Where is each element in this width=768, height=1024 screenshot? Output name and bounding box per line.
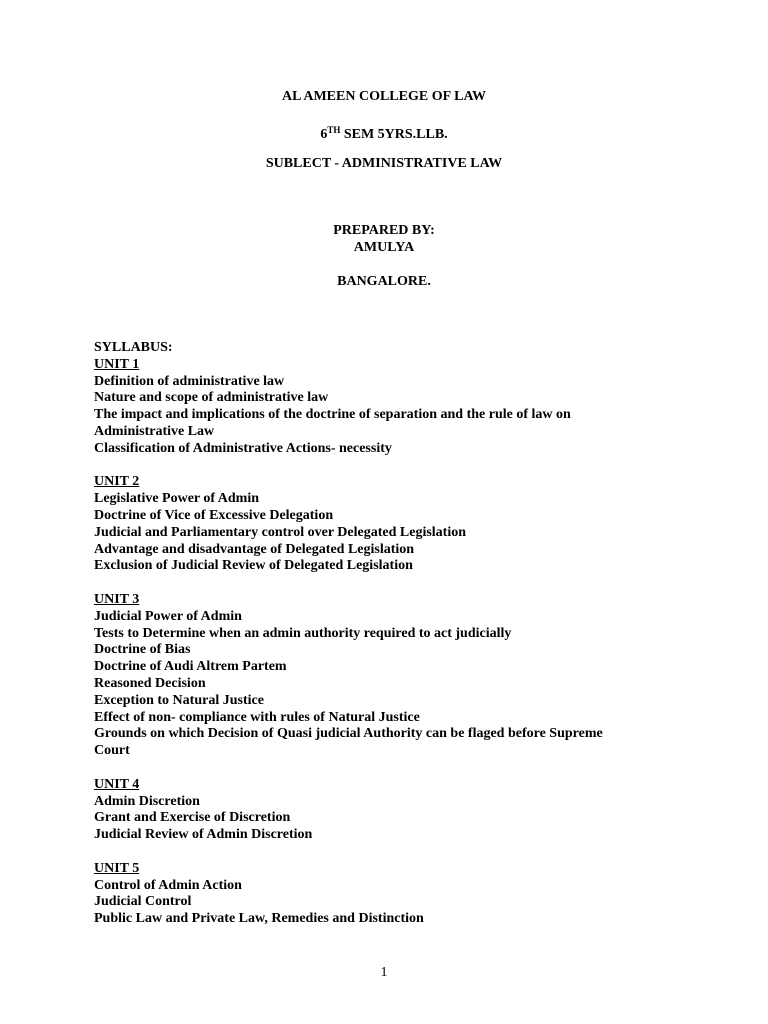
syllabus-topic: Classification of Administrative Actions- necessity	[94, 440, 392, 456]
semester-superscript: TH	[327, 125, 341, 135]
college-title: AL AMEEN COLLEGE OF LAW	[281, 89, 487, 104]
unit-spacer	[94, 844, 694, 861]
unit-heading: UNIT 2	[94, 474, 140, 490]
syllabus-section	[94, 340, 694, 928]
prepared-by-label: PREPARED BY:	[333, 223, 435, 238]
syllabus-topic: Definition of administrative law	[94, 373, 285, 389]
semester-number: 6	[320, 127, 328, 142]
syllabus-topic: Administrative Law	[94, 423, 215, 439]
syllabus-topic: Grant and Exercise of Discretion	[94, 810, 291, 826]
syllabus-topic: Judicial Review of Admin Discretion	[94, 827, 313, 843]
author-name: AMULYA	[353, 240, 415, 255]
syllabus-topic: Public Law and Private Law, Remedies and Distinction	[94, 911, 424, 927]
unit-heading: UNIT 3	[94, 591, 140, 607]
unit-heading: UNIT 5	[94, 860, 140, 876]
syllabus-topic: Judicial and Parliamentary control over Delegated Legislation	[94, 524, 467, 540]
unit-heading: UNIT 4	[94, 776, 140, 792]
unit-spacer	[94, 575, 694, 592]
syllabus-topic: Doctrine of Audi Altrem Partem	[94, 659, 287, 675]
unit-spacer	[94, 458, 694, 475]
unit-block	[94, 861, 694, 928]
syllabus-topic: Effect of non- compliance with rules of Natural Justice	[94, 709, 420, 725]
syllabus-topic: Control of Admin Action	[94, 877, 242, 893]
syllabus-topic: Grounds on which Decision of Quasi judicial Authority can be flaged before Supreme	[94, 726, 603, 742]
unit-block	[94, 777, 694, 844]
syllabus-topic: Admin Discretion	[94, 793, 200, 809]
syllabus-topic: Exclusion of Judicial Review of Delegated Legislation	[94, 558, 413, 574]
subject-title: SUBLECT - ADMINISTRATIVE LAW	[265, 156, 503, 171]
syllabus-topic: Nature and scope of administrative law	[94, 390, 329, 406]
syllabus-topic: Court	[94, 743, 130, 759]
unit-heading: UNIT 1	[94, 356, 140, 372]
unit-block	[94, 357, 694, 458]
syllabus-topic: Exception to Natural Justice	[94, 692, 264, 708]
unit-spacer	[94, 760, 694, 777]
syllabus-topic: Doctrine of Bias	[94, 642, 191, 658]
unit-block	[94, 592, 694, 760]
syllabus-topic: Tests to Determine when an admin authority required to act judicially	[94, 625, 512, 641]
unit-block	[94, 474, 694, 575]
syllabus-topic: Advantage and disadvantage of Delegated Legislation	[94, 541, 415, 557]
semester-line	[0, 122, 768, 143]
syllabus-heading: SYLLABUS:	[94, 340, 173, 355]
units-list	[94, 357, 694, 928]
semester-text: SEM 5YRS.LLB.	[340, 127, 448, 142]
syllabus-topic: Judicial Control	[94, 894, 192, 910]
syllabus-topic: Legislative Power of Admin	[94, 491, 260, 507]
syllabus-topic: Judicial Power of Admin	[94, 608, 242, 624]
page-number: 1	[380, 965, 388, 980]
syllabus-topic: The impact and implications of the doctrine of separation and the rule of law on	[94, 407, 571, 423]
syllabus-topic: Doctrine of Vice of Excessive Delegation	[94, 507, 334, 523]
syllabus-topic: Reasoned Decision	[94, 675, 206, 691]
location: BANGALORE.	[337, 274, 431, 289]
